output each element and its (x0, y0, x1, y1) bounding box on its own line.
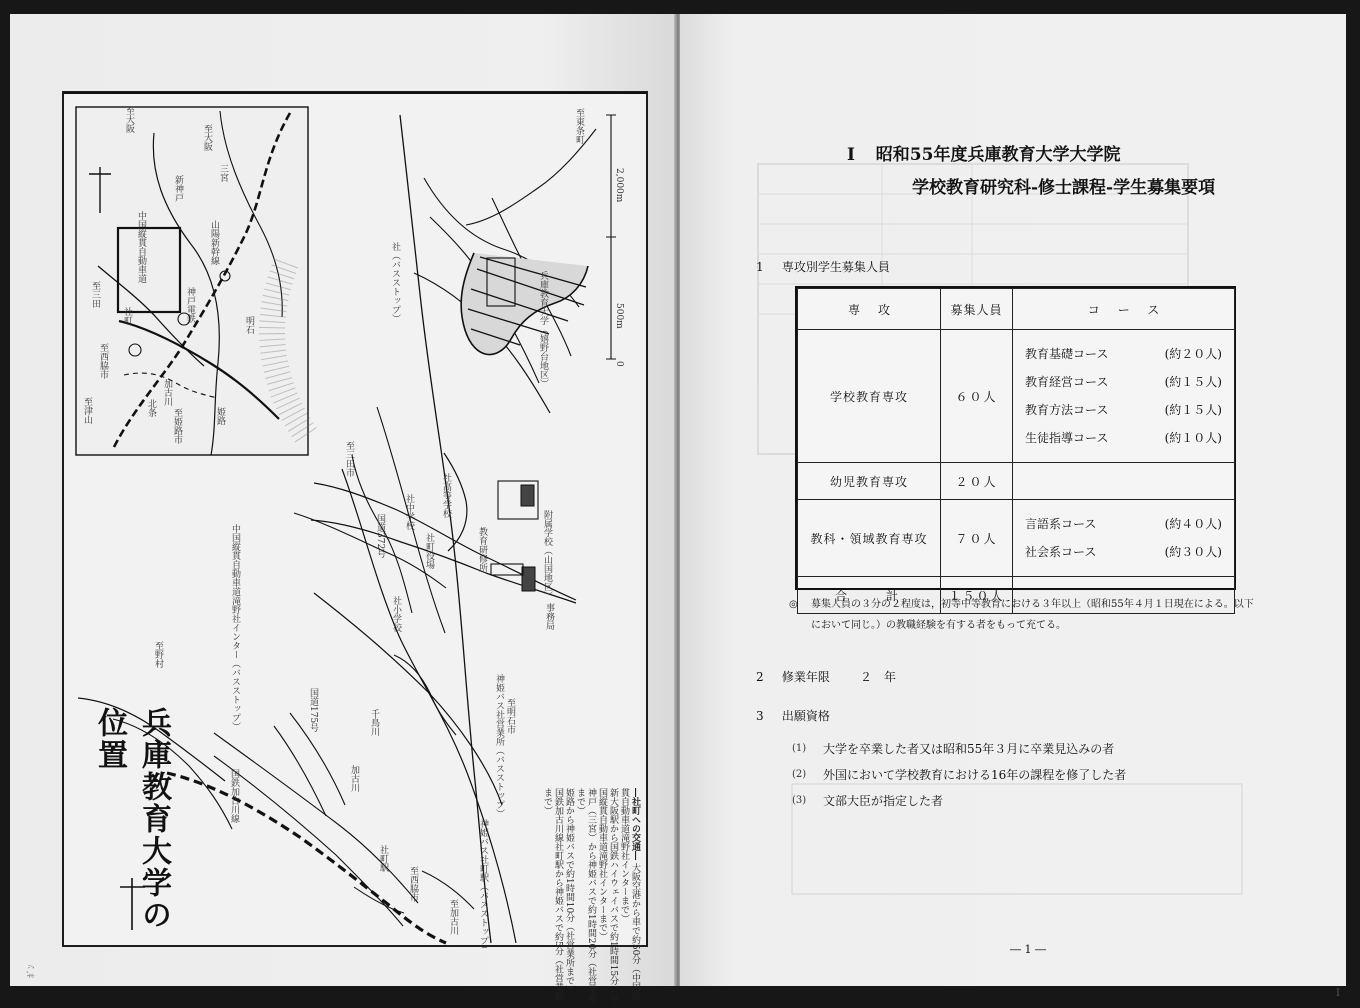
section-3-title (756, 707, 830, 724)
qualification-number: (2) (792, 769, 807, 780)
right-edge-mark: I (1336, 988, 1340, 999)
map-label-kakogawa-line: 国鉄加古川線 (229, 769, 239, 823)
map-label-to-akashi: 至明石市 (505, 698, 515, 734)
map-label-yashiro-hs: 社高等学校 (441, 473, 451, 518)
map-label-yashiro-jhs: 社中学校 (404, 494, 414, 530)
scale-label-2000: 2,000m (614, 168, 624, 203)
map-label-to-miki: 至三田市 (344, 441, 354, 477)
transport-note-4: 姫路から神姫バスで約1時間10分（社営業所まで） (564, 788, 574, 995)
document-subheading: 学校教育研究科-修士課程-学生募集要項 (912, 178, 1216, 198)
course-name: 生徒指導コース (1025, 431, 1109, 445)
course-list-school-education (1013, 330, 1235, 463)
map-label-to-noku: 至野村 (153, 641, 163, 668)
transport-heading: ―社町への交通― (630, 788, 640, 860)
section-2-text: 修業年限 (781, 670, 830, 684)
map-label-sanyo-line: 山陽新幹線 (209, 220, 219, 265)
transport-note-5: 国鉄加古川線社町駅から神姫バスで約5分（社営業所まで） (542, 788, 563, 1001)
table-row (798, 500, 1235, 577)
map-label-shinki-bus-yashiro: 神姫バス社営業所（バスストップ） (494, 674, 504, 818)
section-1-number: 1 (756, 260, 764, 274)
course-name: 教育経営コース (1025, 375, 1109, 389)
map-label-sannomiya: 三宮 (218, 164, 228, 182)
total-label: 合 計 (798, 577, 941, 614)
map-label-hojo: 北条 (146, 399, 156, 417)
course-name: 社会系コース (1025, 545, 1097, 559)
scale-label-500: 500m (614, 303, 624, 329)
heading-main-text: 昭和55年度兵庫教育大学大学院 (875, 145, 1121, 165)
course-count: (約２０人) (1164, 347, 1222, 361)
transport-note-1: 大阪空港から車で約50分（中国縦貫自動車道滝野社インターまで） (619, 788, 640, 1001)
map-label-kakogawa-river: 加古川 (349, 765, 359, 792)
qualification-number: (3) (792, 795, 807, 806)
footnote-text: 募集人員の３分の２程度は，初等中等教育における３年以上（昭和55年４月１日現在による。以下において同じ。）の教職経験を有する者をもって充てる。 (811, 599, 1254, 631)
location-map-frame (62, 91, 648, 1004)
qualification-text: 大学を卒業した者又は昭和55年３月に卒業見込みの者 (823, 742, 1115, 756)
list-item (792, 788, 1252, 814)
map-label-yashiro-es: 社小学校 (391, 596, 401, 632)
inset-map-frame (76, 107, 308, 455)
quota-table-frame (795, 286, 1236, 603)
section-3-number: 3 (756, 709, 764, 723)
map-label-to-osaka-1: 至大阪 (124, 106, 134, 133)
map-label-education-center: 教育研修所 (477, 527, 487, 572)
map-label-shinki-bus-yashiro-station: 神姫バス社町駅（バスストップ） (478, 819, 488, 954)
course-list-early-childhood-empty (1013, 463, 1235, 500)
major-school-education: 学校教育専攻 (798, 330, 941, 463)
scale-label-0: 0 (614, 361, 624, 367)
map-label-admin-office: 事務局 (544, 603, 554, 630)
map-label-bus-stop: 社（バスストップ） (390, 242, 400, 323)
section-1-text: 専攻別学生募集人員 (781, 260, 890, 274)
left-page (10, 14, 676, 1004)
map-label-to-himeji: 至姫路市 (172, 408, 182, 444)
transport-note-3: 神戸（三宮）から神姫バスで約1時間20分（社営業所まで） (575, 788, 596, 1004)
map-label-to-sanda: 至三田 (90, 281, 100, 308)
course-count: (約１５人) (1164, 375, 1222, 389)
map-label-route175: 国道175号 (308, 688, 318, 733)
map-label-to-kakogawa: 至加古川 (448, 899, 458, 935)
table-header-row (798, 289, 1235, 330)
major-subject-area: 教科・領域教育専攻 (798, 500, 941, 577)
map-label-route372: 国道372号 (375, 514, 385, 559)
map-label-to-nishiwaki: 至西脇市 (98, 343, 108, 379)
map-label-tak-ic: 中国縦貫自動車道滝野社インター（バスストップ） (230, 524, 240, 731)
transport-notes (542, 788, 640, 1008)
map-label-to-nishiwaki-city: 至西脇市 (408, 866, 418, 902)
heading-numeral: Ⅰ (847, 145, 855, 165)
document-heading (847, 140, 1120, 165)
map-label-kakogawa: 加古川 (162, 379, 172, 406)
course-row (1025, 424, 1222, 452)
quota-early-childhood: ２０人 (941, 463, 1013, 500)
course-count: (約１０人) (1164, 431, 1222, 445)
table-header-quota: 募集人員 (941, 289, 1013, 330)
right-page (680, 14, 1346, 999)
study-term-value: ２ 年 (860, 670, 897, 684)
quota-footnote (789, 594, 1261, 636)
table-header-course: コース (1013, 289, 1235, 330)
section-2-title (756, 668, 830, 685)
course-list-subject-area (1013, 500, 1235, 577)
section-3-text: 出願資格 (781, 709, 830, 723)
map-label-university: 兵庫教育大学（嬉野台地区） (538, 271, 548, 388)
list-item (792, 736, 1252, 762)
map-label-attached-school: 附属学校（山国地区） (542, 510, 552, 600)
map-label-shin-kobe: 新神戸 (173, 175, 183, 202)
map-label-to-tsuyama: 至津山 (82, 397, 92, 424)
quota-school-education: ６０人 (941, 330, 1013, 463)
course-count: (約１５人) (1164, 403, 1222, 417)
map-label-yashiro-office: 社町役場 (424, 533, 434, 569)
qualification-list (792, 736, 1252, 814)
map-label-kobe: 神戸電鉄 (185, 287, 195, 323)
quota-subject-area: ７０人 (941, 500, 1013, 577)
course-name: 教育基礎コース (1025, 347, 1109, 361)
map-label-to-osaka-2: 至大阪 (202, 124, 212, 151)
transport-note-2: 新大阪駅から国鉄ハイウェイバスで約1時間15分（中国縦貫自動車道滝野社インターまで） (597, 788, 618, 1004)
qualification-text: 外国において学校教育における16年の課程を修了した者 (823, 768, 1127, 782)
course-name: 言語系コース (1025, 517, 1097, 531)
table-row (798, 330, 1235, 463)
course-row (1025, 396, 1222, 424)
table-row (798, 463, 1235, 500)
map-title: 兵庫教育大学の位置 (92, 707, 171, 931)
map-label-yashiro-station: 社町駅 (378, 845, 388, 872)
map-label-himeji: 姫路 (215, 407, 225, 425)
section-2-number: 2 (756, 670, 764, 684)
map-label-akashi: 明石 (244, 316, 254, 334)
map-label-chugoku-expressway: 中国縦貫自動車道 (136, 211, 146, 283)
qualification-text: 文部大臣が指定した者 (823, 794, 944, 808)
qualification-number: (1) (792, 743, 807, 754)
list-item (792, 762, 1252, 788)
course-row (1025, 368, 1222, 396)
course-row (1025, 340, 1222, 368)
course-row (1025, 510, 1222, 538)
admission-document (680, 14, 1346, 999)
quota-table (797, 288, 1235, 614)
footnote-mark: ◎ (789, 599, 798, 610)
major-early-childhood: 幼児教育専攻 (798, 463, 941, 500)
page-number: ― 1 ― (1010, 943, 1046, 956)
map-label-to-higashijo: 至東条町 (574, 108, 584, 144)
map-label-yashiro: 社町 (122, 307, 132, 325)
course-count: (約３０人) (1164, 545, 1222, 559)
map-label-chikusa-river: 千鳥川 (369, 709, 379, 736)
left-edge-note: ﾎﾞﾝ (27, 964, 37, 978)
section-1-title (756, 258, 890, 275)
course-count: (約４０人) (1164, 517, 1222, 531)
table-header-major: 専攻 (798, 289, 941, 330)
course-name: 教育方法コース (1025, 403, 1109, 417)
total-quota: １５０人 (941, 577, 1013, 614)
course-row (1025, 538, 1222, 566)
